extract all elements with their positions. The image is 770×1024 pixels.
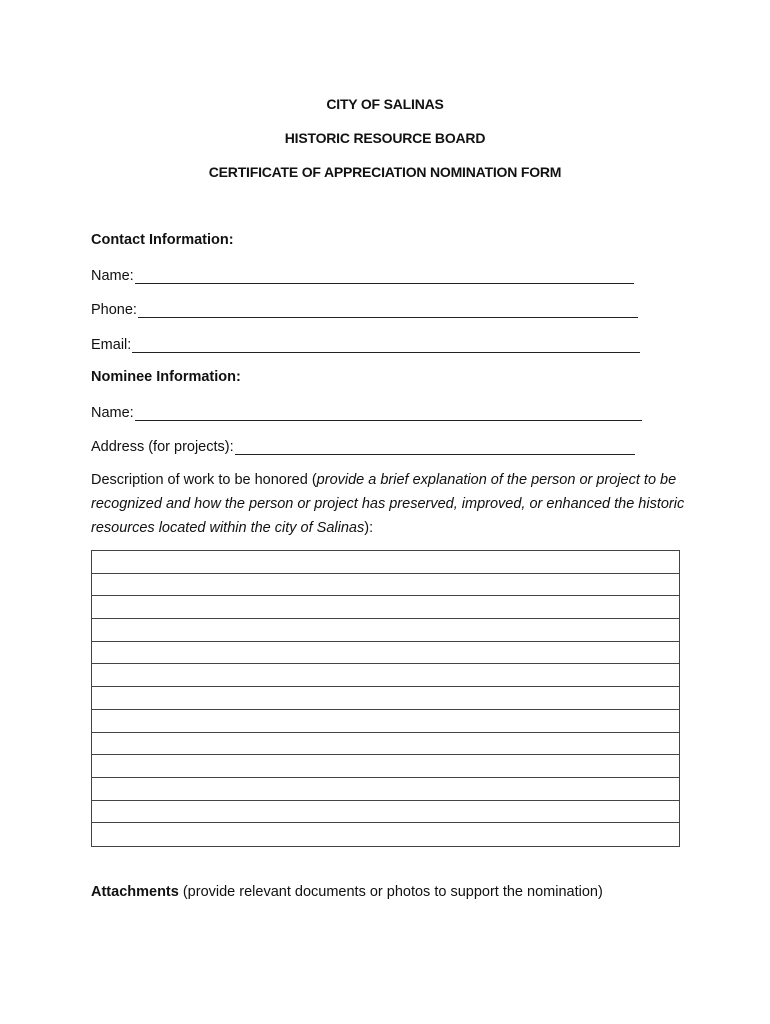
description-table-row[interactable] [92, 551, 679, 574]
attachments-label: Attachments [91, 884, 179, 900]
description-table-row[interactable] [92, 687, 679, 710]
nominee-name-line[interactable] [135, 406, 642, 421]
description-table-row[interactable] [92, 733, 679, 756]
nominee-address-label: Address (for projects): [91, 439, 234, 455]
description-table-row[interactable] [92, 778, 679, 801]
nominee-name-label: Name: [91, 405, 134, 421]
board-title: HISTORIC RESOURCE BOARD [284, 130, 486, 146]
description-table[interactable] [91, 550, 680, 847]
description-table-row[interactable] [92, 823, 679, 846]
contact-email-line[interactable] [132, 338, 640, 353]
description-table-row[interactable] [92, 801, 679, 824]
nominee-name-field[interactable] [91, 401, 642, 421]
contact-name-field[interactable] [91, 264, 634, 284]
attachments-instructions: (provide relevant documents or photos to support the nomination) [178, 884, 603, 900]
contact-section-title: Contact Information: [91, 232, 234, 248]
description-table-row[interactable] [92, 596, 679, 619]
nominee-section-title: Nominee Information: [91, 369, 241, 385]
form-title: CERTIFICATE OF APPRECIATION NOMINATION FORM [208, 164, 562, 180]
nominee-address-field[interactable] [91, 435, 635, 455]
contact-name-label: Name: [91, 268, 134, 284]
description-table-row[interactable] [92, 642, 679, 665]
description-tail: ): [364, 520, 374, 536]
contact-phone-label: Phone: [91, 302, 137, 318]
nominee-address-line[interactable] [235, 440, 635, 455]
description-instructions: provide a brief explanation of the person or project to be recognized and how the person or project has preserved, improved, or enhanced the historic resources located within the city of Salinas [91, 472, 685, 536]
description-table-row[interactable] [92, 710, 679, 733]
description-lead: Description of work to be honored ( [91, 472, 317, 488]
contact-email-label: Email: [91, 337, 132, 353]
contact-phone-field[interactable] [91, 298, 638, 318]
description-table-row[interactable] [92, 619, 679, 642]
city-title: CITY OF SALINAS [326, 96, 444, 112]
description-prompt [91, 468, 691, 540]
contact-name-line[interactable] [135, 269, 634, 284]
description-table-row[interactable] [92, 664, 679, 687]
description-table-row[interactable] [92, 755, 679, 778]
contact-email-field[interactable] [91, 333, 640, 353]
description-table-row[interactable] [92, 574, 679, 597]
attachments-note [91, 884, 603, 900]
contact-phone-line[interactable] [138, 303, 638, 318]
